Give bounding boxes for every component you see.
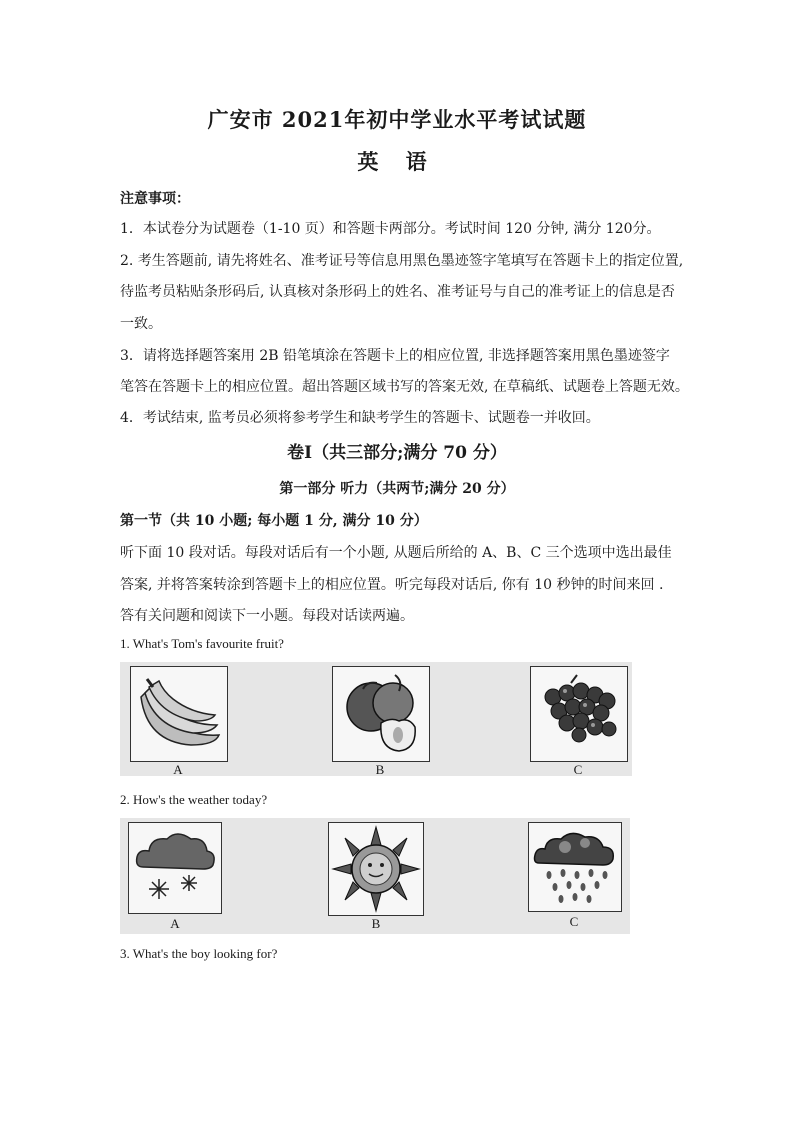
subject-title: 英 语 [357,149,437,174]
notice-line: 2. 考生答题前, 请先将姓名、准考证号等信息用黑色墨迹签字笔填写在答题卡上的指定位置, [120,253,684,269]
instruction-line: 答有关问题和阅读下一小题。每段对话读两遍。 [120,608,414,624]
question-2-options [120,818,630,934]
notice-line: 3．请将选择题答案用 2B 铅笔填涂在答题卡上的相应位置, 非选择题答案用黑色墨迹签字 [120,348,670,364]
notice-line: 1．本试卷分为试题卷（1-10 页）和答题卡两部分。考试时间 120 分钟, 满分 120分。 [120,221,661,237]
volume-title: 卷Ⅰ（共三部分;满分 70 分） [287,443,507,463]
exam-title: 广安市 2021年初中学业水平考试试题 [207,107,587,132]
notice-line: 待监考员粘贴条形码后, 认真核对条形码上的姓名、准考证号与自己的准考证上的信息是否 [120,284,675,300]
option-b-label: B [375,762,385,777]
snow-icon [129,823,221,913]
option-c-image [528,822,622,912]
question-1-options [120,662,632,776]
apple-icon [333,667,429,761]
option-b-image [328,822,424,916]
option-c-label: C [573,762,583,777]
part-title: 第一部分 听力（共两节;满分 20 分） [279,481,515,497]
option-b-image [332,666,430,762]
question-3-text: 3. What's the boy looking for? [120,946,278,961]
question-2-text: 2. How's the weather today? [120,792,268,807]
option-c-image [530,666,628,762]
notice-heading: 注意事项： [120,191,190,207]
option-a-label: A [170,916,180,931]
grapes-icon [531,667,627,761]
instruction-line: 听下面 10 段对话。每段对话后有一个小题, 从题后所给的 A、B、C 三个选项中选出最佳 [120,545,672,561]
notice-line: 笔答在答题卡上的相应位置。超出答题区域书写的答案无效, 在草稿纸、试题卷上答题无效。 [120,379,689,395]
rain-icon [529,823,621,911]
option-b-label: B [371,916,381,931]
option-c-label: C [569,914,579,929]
option-a-image [130,666,228,762]
instruction-line: 答案, 并将答案转涂到答题卡上的相应位置。听完每段对话后, 你有 10 秒钟的时间来回 . [120,577,664,593]
notice-line: 4．考试结束, 监考员必须将参考学生和缺考学生的答题卡、试题卷一并收回。 [120,410,600,426]
notice-line: 一致。 [120,316,162,332]
question-1-text: 1. What's Tom's favourite fruit? [120,636,284,651]
option-a-label: A [173,762,183,777]
banana-icon [131,667,227,761]
sun-icon [329,823,423,915]
option-a-image [128,822,222,914]
section-title: 第一节（共 10 小题; 每小题 1 分, 满分 10 分） [120,513,428,529]
